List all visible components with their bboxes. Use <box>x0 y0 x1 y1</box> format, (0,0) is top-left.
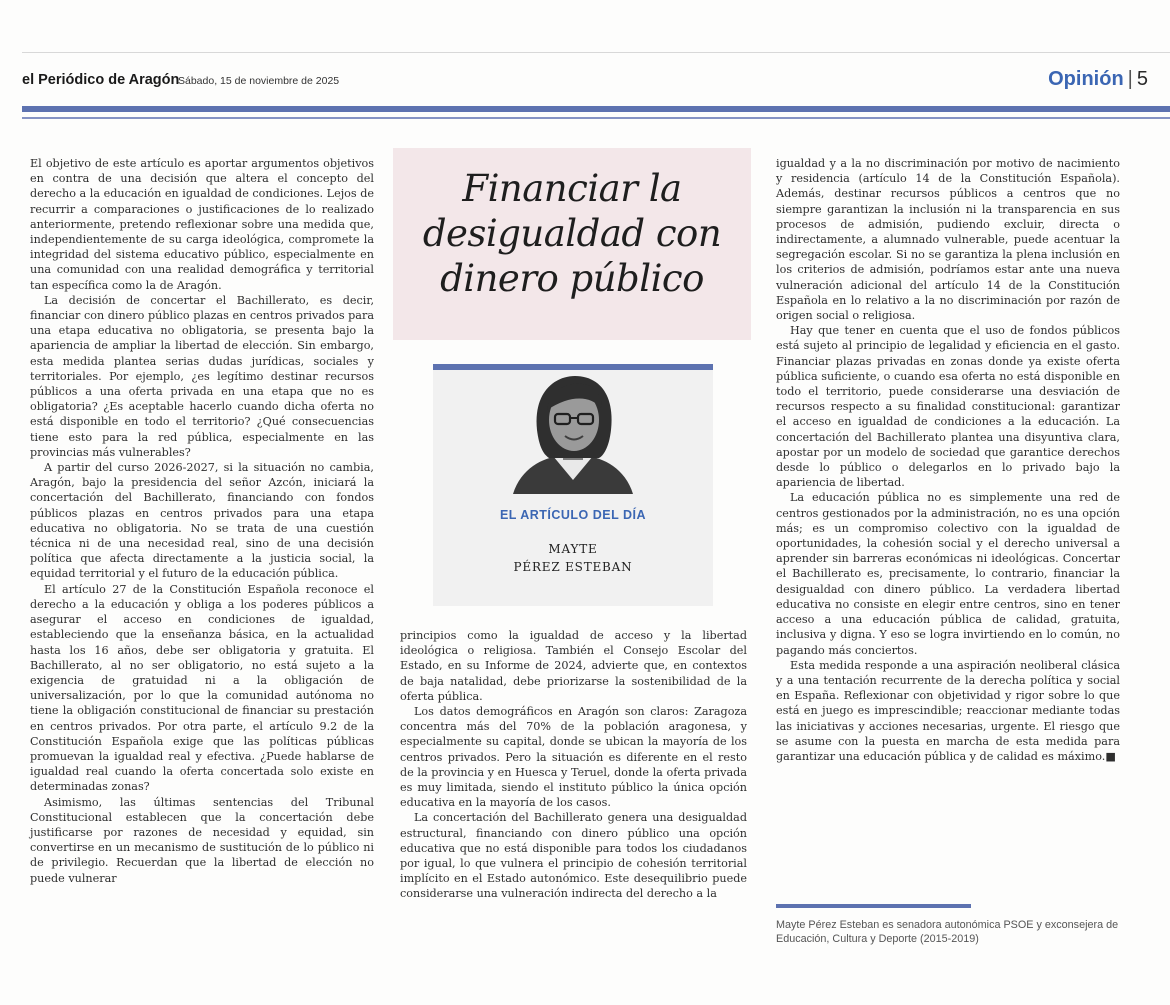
paragraph: El artículo 27 de la Constitución Española reconoce el derecho a la educación y obliga a los poderes públicos a asegurar el acceso en condiciones de igualdad, estableciendo que la enseñanza básica, en la actualidad hasta los 16 años, debe ser obligatoria y gratuita. El Bachillerato, al no ser obligatorio, no está sujeto a la exigencia de gratuidad ni a la obligación de universalización, por lo que la comunidad autónoma no tiene la obligación constitucional de financiar su prestación en centros privados. Por otra parte, el artículo 9.2 de la Constitución Española exige que las políticas públicas promuevan la igualdad real y efectiva. ¿Puede hablarse de igualdad real cuando la oferta concertada solo existe en determinadas zonas? <box>30 582 374 794</box>
paragraph: Esta medida responde a una aspiración neoliberal clásica y a una tentación recurrente de la derecha política y social en España. Reflexionar con objetividad y rigor sobre lo que está en juego es imprescindible; reaccionar mediante todas las iniciativas y acciones necesarias, urgente. El riesgo que se asume con la puesta en marcha de esta medida para garantizar una educación pública y de calidad es máximo.■ <box>776 658 1120 763</box>
paragraph: principios como la igualdad de acceso y la libertad ideológica o religiosa. También el Consejo Escolar del Estado, en su Informe de 2024, advierte que, en contextos de baja natalidad, debe priorizarse la sostenibilidad de la oferta pública. <box>400 629 747 703</box>
paragraph: igualdad y a la no discriminación por motivo de nacimiento y residencia (artículo 14 de la Constitución Española). Además, destinar recursos públicos a centros que no siempre garantizan la inclusión ni la transparencia en sus procesos de admisión, pudiendo excluir, directa o indirectamente, a alumnado vulnerable, puede acentuar la segregación escolar. Si no se garantiza la plena inclusión en los criterios de admisión, podríamos estar ante una nueva vulneración adicional del artículo 14 de la Constitución Española en lo relativo a la no discriminación por razón de origen social o religiosa. <box>776 157 1120 323</box>
author-first-name: MAYTE <box>548 542 598 556</box>
section-name: Opinión <box>1048 68 1124 90</box>
article-headline: Financiar la desigualdad con dinero público <box>422 167 722 300</box>
paragraph: Asimismo, las últimas sentencias del Tribunal Constitucional establecen que la concertación debe justificarse por razones de necesidad y equidad, sin convertirse en un mecanismo de sustitución de lo público ni de privilegio. Recuerdan que la libertad de elección no puede vulnerar <box>30 795 374 885</box>
paragraph: La educación pública no es simplemente una red de centros gestionados por la administración, no es una opción más; es un compromiso colectivo con la igualdad de oportunidades, la cohesión social y el derecho universal a aprender sin barreras económicas ni ideológicas. Concertar el Bachillerato es, precisamente, lo contrario, financiar la desigualdad con dinero público. La verdadera libertad educativa no consiste en elegir entre centros, sino en tener acceso a una educación pública de calidad, gratuita, inclusiva y digna. Y eso se logra invirtiendo en lo común, no pagando más conciertos. <box>776 491 1120 657</box>
publication-date: Sábado, 15 de noviembre de 2025 <box>178 75 340 87</box>
author-portrait-icon <box>503 372 643 494</box>
section-header <box>1048 68 1148 91</box>
paragraph: Los datos demográficos en Aragón son claros: Zaragoza concentra más del 70% de la población aragonesa, y especialmente su capital, donde se ubican la mayoría de los centros privados. Pero la situación es diferente en el resto de la provincia y en Huesca y Teruel, donde la oferta privada es muy limitada, siendo el instituto público la única opción educativa en la mayoría de los casos. <box>400 705 747 810</box>
author-last-name: PÉREZ ESTEBAN <box>513 560 633 574</box>
section-separator: | <box>1127 68 1133 90</box>
paragraph: La concertación del Bachillerato genera una desigualdad estructural, financiando con dinero público una opción educativa que no está disponible para todos los ciudadanos por igual, lo que vulnera el principio de cohesión territorial implícito en el Estado autonómico. Este desequilibrio puede considerarse una vulneración indirecta del derecho a la <box>400 811 747 901</box>
article-column-1 <box>30 156 374 886</box>
author-name <box>433 540 713 576</box>
page-number: 5 <box>1136 68 1148 90</box>
header-accent-band <box>22 106 1170 112</box>
article-column-2 <box>400 628 747 902</box>
header-thin-band <box>22 117 1170 119</box>
paragraph: El objetivo de este artículo es aportar argumentos objetivos en contra de una decisión que altera el concepto del derecho a la educación en igualdad de condiciones. Lejos de recurrir a comparaciones o justificaciones de lo realizado anteriormente, pretendo reflexionar sobre una medida que, independientemente de su carga ideológica, compromete la integridad del sistema educativo público, especialmente en una comunidad con una realidad demográfica y territorial tan específica como la de Aragón. <box>30 157 374 292</box>
paragraph: A partir del curso 2026-2027, si la situación no cambia, Aragón, bajo la presidencia del señor Azcón, iniciará la concertación del Bachillerato, financiando con fondos públicos plazas en centros privados para una etapa educativa no obligatoria. No se trata de una cuestión técnica ni de una necesidad real, sino de una decisión política que afecta directamente a la justicia social, la equidad territorial y el futuro de la educación pública. <box>30 461 374 581</box>
author-bio: Mayte Pérez Esteban es senadora autonómica PSOE y exconsejera de Educación, Cultura y Deporte (2015-2019) <box>776 919 1119 945</box>
article-kicker: EL ARTÍCULO DEL DÍA <box>499 508 647 522</box>
paper-name: el Periódico de Aragón <box>22 72 180 88</box>
author-box-accent <box>433 364 713 370</box>
top-divider <box>22 52 1170 53</box>
bio-divider <box>776 904 971 908</box>
paragraph: Hay que tener en cuenta que el uso de fondos públicos está sujeto al principio de legalidad y eficiencia en el gasto. Financiar plazas privadas en zonas donde ya existe oferta pública suficiente, o cuando esa oferta no está disponible en todo el territorio, puede considerarse una desviación de recursos respecto a su finalidad constitucional: garantizar el acceso en igualdad de condiciones a la educación. La concertación del Bachillerato plantea una disyuntiva clara, apostar por un modelo de sociedad que garantice derechos desde lo público o delegarlos en lo privado bajo la apariencia de libertad. <box>776 324 1120 490</box>
masthead <box>22 68 1170 100</box>
article-column-3 <box>776 156 1120 764</box>
paragraph: La decisión de concertar el Bachillerato, es decir, financiar con dinero público plazas en centros privados para una etapa educativa no obligatoria, se presenta bajo la apariencia de ampliar la libertad de elección. Sin embargo, esta medida plantea serias dudas jurídicas, sociales y territoriales. Por ejemplo, ¿es legítimo destinar recursos públicos a una oferta privada en una etapa que no es obligatoria? ¿Es aceptable hacerlo cuando dicha oferta no está disponible en todo el territorio? ¿Qué consecuencias tiene esto para la red pública, especialmente en las provincias más vulnerables? <box>30 293 374 459</box>
